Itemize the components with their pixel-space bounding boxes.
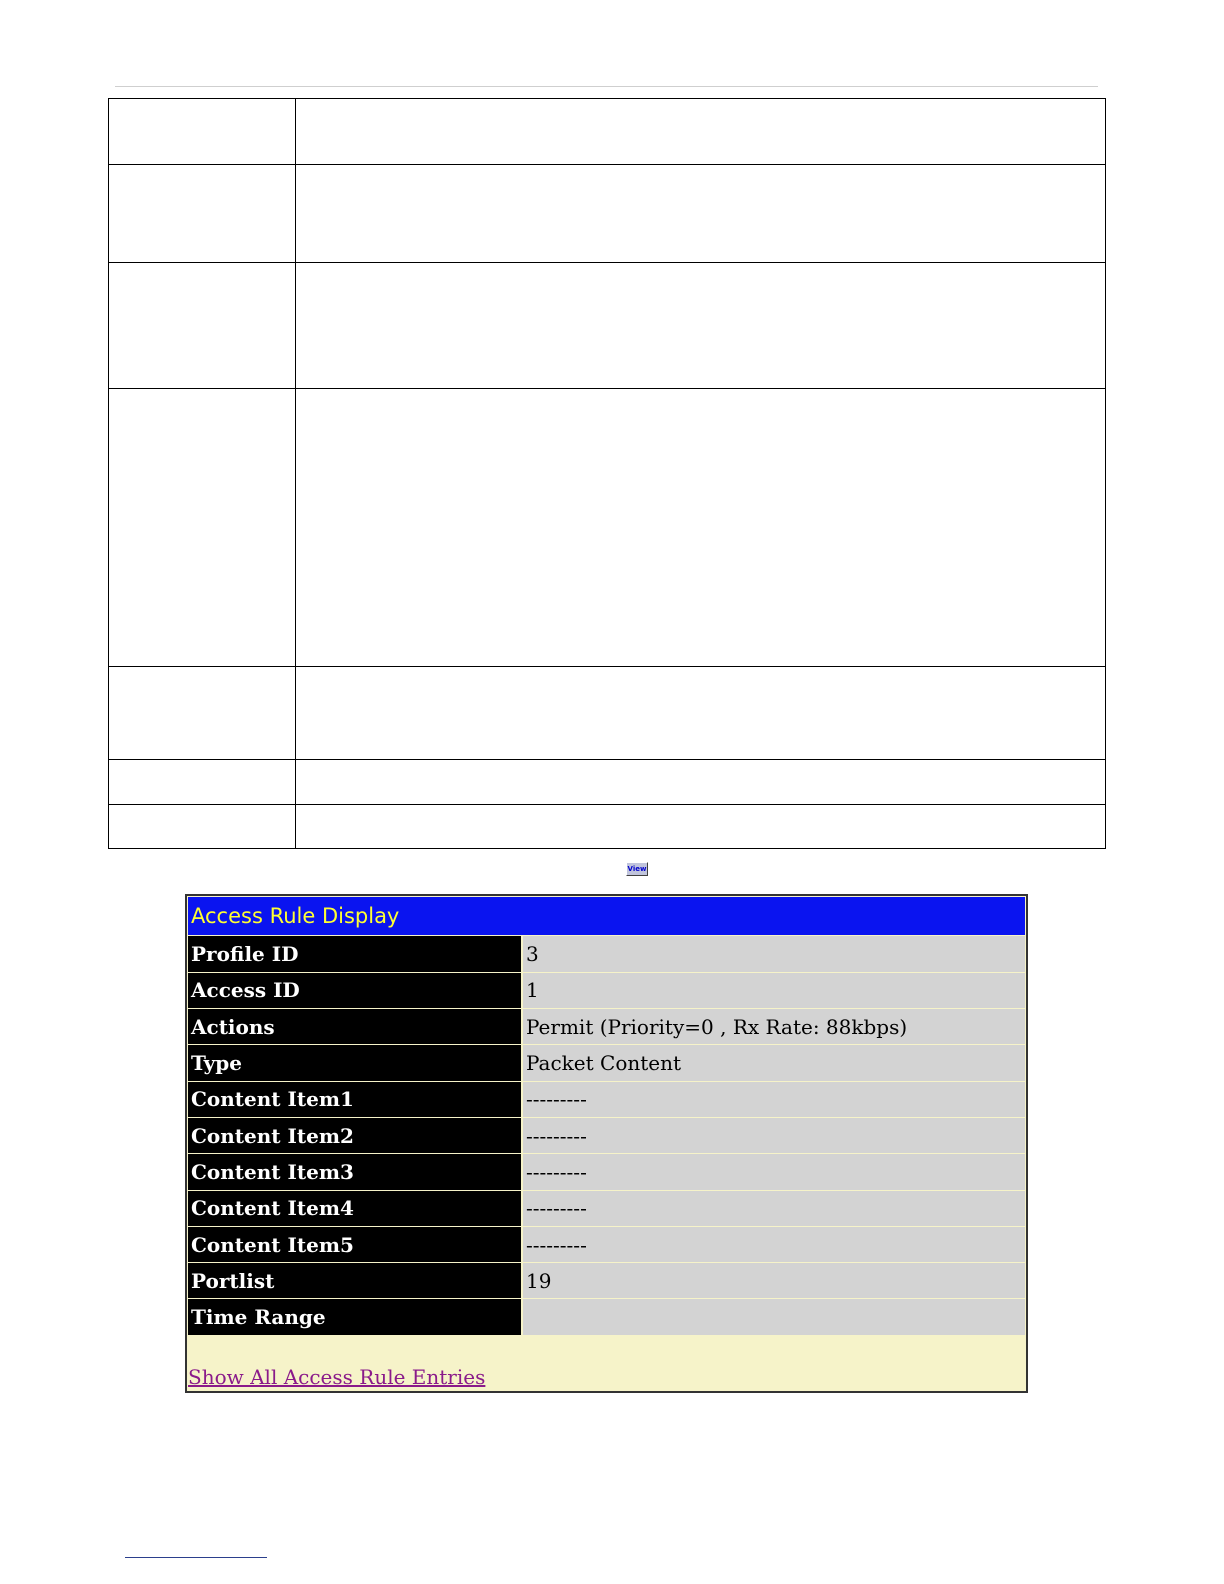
row-label: Content Item2 bbox=[188, 1117, 522, 1153]
row-value: --------- bbox=[522, 1117, 1025, 1153]
table-row bbox=[109, 667, 1106, 760]
table-row bbox=[188, 936, 1025, 972]
row-label: Time Range bbox=[188, 1299, 522, 1335]
row-value: 19 bbox=[522, 1263, 1025, 1299]
row-label: Content Item3 bbox=[188, 1154, 522, 1190]
row-label: Actions bbox=[188, 1009, 522, 1045]
row-value: Packet Content bbox=[522, 1045, 1025, 1081]
row-label: Portlist bbox=[188, 1263, 522, 1299]
table-row bbox=[188, 1154, 1025, 1190]
table-row bbox=[109, 760, 1106, 805]
row-label: Content Item5 bbox=[188, 1226, 522, 1262]
row-value: 3 bbox=[522, 936, 1025, 972]
row-label: Content Item1 bbox=[188, 1081, 522, 1117]
access-rule-display-panel bbox=[185, 894, 1028, 1393]
table-row bbox=[188, 1009, 1025, 1045]
table-row bbox=[109, 99, 1106, 165]
show-all-entries-link[interactable]: Show All Access Rule Entries bbox=[188, 1365, 486, 1389]
row-value: --------- bbox=[522, 1226, 1025, 1262]
header-rule bbox=[115, 86, 1098, 87]
table-row bbox=[109, 389, 1106, 667]
row-label: Type bbox=[188, 1045, 522, 1081]
panel-title: Access Rule Display bbox=[188, 897, 1025, 935]
row-value: --------- bbox=[522, 1154, 1025, 1190]
table-row bbox=[188, 1263, 1025, 1299]
table-row bbox=[188, 1226, 1025, 1262]
table-row bbox=[188, 1299, 1025, 1335]
table-row bbox=[188, 1081, 1025, 1117]
table-row bbox=[109, 805, 1106, 849]
row-value: --------- bbox=[522, 1081, 1025, 1117]
row-label: Content Item4 bbox=[188, 1190, 522, 1226]
row-label: Access ID bbox=[188, 972, 522, 1008]
table-row bbox=[188, 1190, 1025, 1226]
row-value bbox=[522, 1299, 1025, 1335]
table-row bbox=[188, 1045, 1025, 1081]
rule-table bbox=[188, 936, 1025, 1336]
table-row bbox=[109, 263, 1106, 389]
table-row bbox=[109, 165, 1106, 263]
footer-rule bbox=[125, 1557, 267, 1558]
parameter-table bbox=[108, 98, 1106, 849]
row-value: 1 bbox=[522, 972, 1025, 1008]
row-label: Profile ID bbox=[188, 936, 522, 972]
table-row bbox=[188, 972, 1025, 1008]
row-value: --------- bbox=[522, 1190, 1025, 1226]
view-button[interactable]: View bbox=[626, 862, 648, 876]
table-row bbox=[188, 1117, 1025, 1153]
row-value: Permit (Priority=0 , Rx Rate: 88kbps) bbox=[522, 1009, 1025, 1045]
